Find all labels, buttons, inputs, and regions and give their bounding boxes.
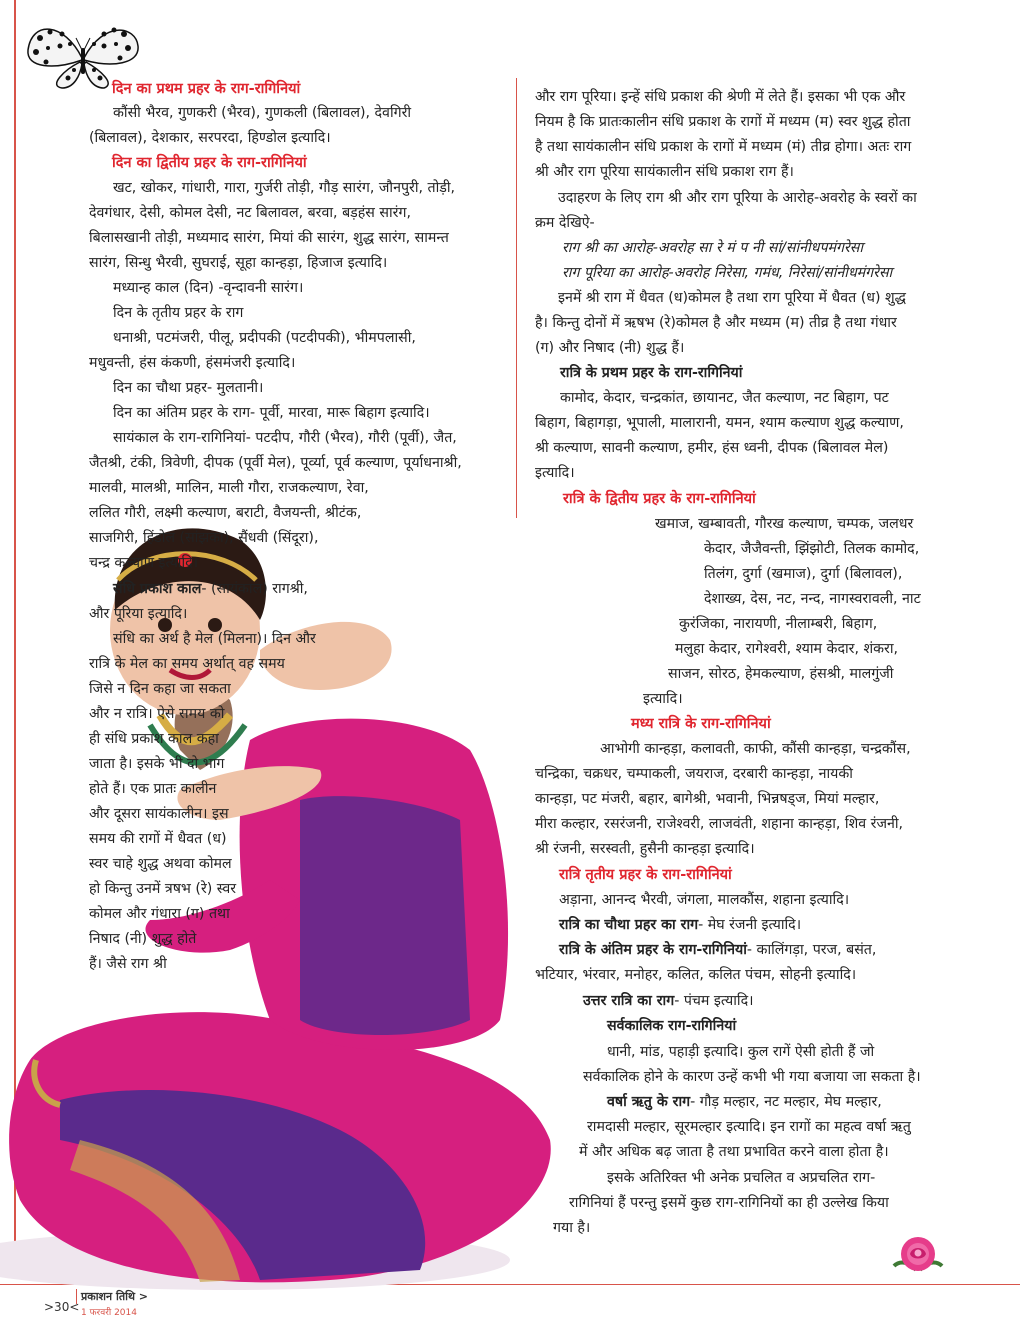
para-line: श्री कल्याण, सावनी कल्याण, हमीर, हंस ध्वनी, दीपक (बिलावल मेल) bbox=[535, 440, 889, 456]
para-line: कौंसी भैरव, गुणकरी (भैरव), गुणकली (बिलावल), देवगिरी bbox=[113, 105, 412, 121]
para-line: निषाद (नी) शुद्ध होते bbox=[89, 931, 197, 947]
para-line: नियम है कि प्रातःकालीन संधि प्रकाश के रागों में मध्यम (म) स्वर शुद्ध होता bbox=[535, 114, 911, 130]
para-line: आभोगी कान्हड़ा, कलावती, काफी, कौंसी कान्हड़ा, चन्द्रकौंस, bbox=[600, 741, 911, 757]
noon-raga-line: मध्यान्ह काल (दिन) -वृन्दावनी सारंग। bbox=[113, 280, 304, 296]
uttar-rest: - पंचम इत्यादि। bbox=[674, 993, 754, 1009]
para-line: रामदासी मल्हार, सूरमल्हार इत्यादि। इन रागों का महत्व वर्षा ऋतु bbox=[587, 1119, 911, 1135]
para-line: समय की रागों में धैवत (ध) bbox=[89, 831, 227, 847]
para-line: और राग पूरिया। इन्हें संधि प्रकाश की श्रेणी में लेते हैं। इसका भी एक और bbox=[535, 89, 906, 105]
para-line: कामोद, केदार, चन्द्रकांत, छायानट, जैत कल्याण, नट बिहाग, पट bbox=[560, 390, 889, 406]
column-divider bbox=[516, 78, 517, 518]
uttar-bold: उत्तर रात्रि का राग bbox=[583, 993, 675, 1009]
para-line: धनाश्री, पटमंजरी, पीलू, प्रदीपकी (पटदीपकी), भीमपलासी, bbox=[113, 330, 416, 346]
night-last-line bbox=[559, 938, 876, 963]
varsha-rest: - गौड़ मल्हार, नट मल्हार, मेघ मल्हार, bbox=[690, 1094, 882, 1110]
para-line: इसके अतिरिक्त भी अनेक प्रचलित व अप्रचलित राग- bbox=[607, 1170, 876, 1186]
varsha-bold: वर्षा ऋतु के राग bbox=[607, 1094, 691, 1110]
heading-day-second-prahar: दिन का द्वितीय प्रहर के राग-रागिनियां bbox=[112, 155, 307, 171]
page-number: >30< bbox=[44, 1300, 80, 1314]
para-line: कान्हड़ा, पट मंजरी, बहार, बागेश्री, भवानी, भिन्नषड्ज, मियां मल्हार, bbox=[535, 791, 880, 807]
night-fourth-line bbox=[559, 913, 801, 938]
para-line: मालवी, मालश्री, मालिन, माली गौरा, राजकल्याण, रेवा, bbox=[89, 480, 369, 496]
night-last-bold: रात्रि के अंतिम प्रहर के राग-रागिनियां bbox=[559, 942, 747, 958]
para-line: चन्द्रिका, चक्रधर, चम्पाकली, जयराज, दरबारी कान्हड़ा, नायकी bbox=[535, 766, 853, 782]
sandhi-bold: संधि प्रकाश काल bbox=[113, 581, 202, 597]
para-line: इनमें श्री राग में धैवत (ध)कोमल है तथा राग पूरिया में धैवत (ध) शुद्ध bbox=[558, 290, 907, 306]
para-line: होते हैं। एक प्रातः कालीन bbox=[89, 781, 217, 797]
heading-night-third-prahar: रात्रि तृतीय प्रहर के राग-रागिनियां bbox=[559, 867, 732, 883]
para-line: सर्वकालिक होने के कारण उन्हें कभी भी गया बजाया जा सकता है। bbox=[583, 1069, 921, 1085]
para-line: कोमल और गंधारा (ग) तथा bbox=[89, 906, 230, 922]
night-fourth-rest: - मेघ रंजनी इत्यादि। bbox=[698, 917, 802, 933]
para-line: जैतश्री, टंकी, त्रिवेणी, दीपक (पूर्वी मेल), पूर्व्या, पूर्व कल्याण, पूर्याधनाश्री, bbox=[89, 455, 462, 471]
para-line: खट, खोकर, गांधारी, गारा, गुर्जरी तोड़ी, गौड़ सारंग, जौनपुरी, तोड़ी, bbox=[113, 180, 456, 196]
para-line: (ग) और निषाद (नी) शुद्ध हैं। bbox=[535, 340, 685, 356]
para-line: मीरा कल्हार, रसरंजनी, राजेश्वरी, लाजवंती, शहाना कान्हड़ा, शिव रंजनी, bbox=[535, 816, 904, 832]
para-line: केदार, जैजैवन्ती, झिंझोटी, तिलक कामोद, bbox=[704, 541, 920, 557]
uttar-ratri-line bbox=[583, 989, 753, 1014]
varsha-line bbox=[607, 1090, 882, 1115]
publication-date-label: प्रकाशन तिथि > bbox=[76, 1289, 148, 1304]
para-line: जिसे न दिन कहा जा सकता bbox=[89, 681, 231, 697]
third-prahar-heading: दिन के तृतीय प्रहर के राग bbox=[113, 305, 244, 321]
para-line: उदाहरण के लिए राग श्री और राग पूरिया के आरोह-अवरोह के स्वरों का bbox=[558, 190, 917, 206]
para-line: इत्यादि। bbox=[535, 465, 575, 481]
para-line: सारंग, सिन्धु भैरवी, सुघराई, सूहा कान्हड़ा, हिजाज इत्यादि। bbox=[89, 255, 388, 271]
para-line: ही संधि प्रकाश काल कहा bbox=[89, 731, 219, 747]
para-line: मलुहा केदार, रागेश्वरी, श्याम केदार, शंकरा, bbox=[675, 641, 899, 657]
para-line: बिहाग, बिहागड़ा, भूपाली, मालारानी, यमन, श्याम कल्याण शुद्ध कल्याण, bbox=[535, 415, 904, 431]
para-line: गया है। bbox=[553, 1220, 591, 1236]
sandhi-line bbox=[113, 577, 308, 602]
para-line: है तथा सायंकालीन संधि प्रकाश के रागों में मध्यम (मं) तीव्र होगा। अतः राग bbox=[535, 139, 912, 155]
para-line: स्वर चाहे शुद्ध अथवा कोमल bbox=[89, 856, 232, 872]
para-line: और पूरिया इत्यादि। bbox=[89, 606, 188, 622]
night-fourth-bold: रात्रि का चौथा प्रहर का राग bbox=[559, 917, 699, 933]
para-line: श्री और राग पूरिया सायंकालीन संधि प्रकाश राग हैं। bbox=[535, 164, 794, 180]
raga-puriya-aroh-avaroh: राग पूरिया का आरोह-अवरोह निरेसा, गमंध, निरेसां/सांनीधमंगरेसा bbox=[562, 265, 893, 281]
para-line: ललित गौरी, लक्ष्मी कल्याण, बराटी, वैजयन्ती, श्रीटंक, bbox=[89, 505, 362, 521]
para-line: हैं। जैसे राग श्री bbox=[89, 956, 167, 972]
para-line: और दूसरा सायंकालीन। इस bbox=[89, 806, 229, 822]
para-line: खमाज, खम्बावती, गौरख कल्याण, चम्पक, जलधर bbox=[655, 516, 914, 532]
para-line: हो किन्तु उनमें त्रषभ (रे) स्वर bbox=[89, 881, 237, 897]
heading-sarvakalik: सर्वकालिक राग-रागिनियां bbox=[607, 1018, 737, 1034]
para-line: क्रम देखिऐ- bbox=[535, 215, 595, 231]
para-line: में और अधिक बढ़ जाता है तथा प्रभावित करने वाला होता है। bbox=[579, 1144, 889, 1160]
para-line: (बिलावल), देशकार, सरपरदा, हिण्डोल इत्यादि। bbox=[89, 130, 331, 146]
para-line: साजगिरी, हिंडोल (सांझका), सैंधवी (सिंदूरा), bbox=[89, 530, 319, 546]
heading-midnight: मध्य रात्रि के राग-रागिनियां bbox=[631, 716, 771, 732]
para-line: भटियार, भंरवार, मनोहर, कलित, कलित पंचम, सोहनी इत्यादि। bbox=[535, 967, 857, 983]
heading-night-second-prahar: रात्रि के द्वितीय प्रहर के राग-रागिनियां bbox=[563, 491, 756, 507]
para-line: रात्रि के मेल का समय अर्थात् वह समय bbox=[89, 656, 285, 672]
para-line: धानी, मांड, पहाड़ी इत्यादि। कुल रागें ऐसी होती हैं जो bbox=[607, 1044, 875, 1060]
publication-date: 1 फरवरी 2014 bbox=[81, 1308, 137, 1318]
para-line: तिलंग, दुर्गा (खमाज), दुर्गा (बिलावल), bbox=[704, 566, 903, 582]
para-line: देवगंधार, देसी, कोमल देसी, नट बिलावल, बरवा, बड़हंस सारंग, bbox=[89, 205, 411, 221]
heading-night-first-prahar: रात्रि के प्रथम प्रहर के राग-रागिनियां bbox=[560, 365, 743, 381]
para-line: श्री रंजनी, सरस्वती, हुसैनी कान्हड़ा इत्यादि। bbox=[535, 841, 755, 857]
para-line: रागिनियां हैं परन्तु इसमें कुछ राग-रागिनियों का ही उल्लेख किया bbox=[569, 1195, 889, 1211]
para-line: बिलासखानी तोड़ी, मध्यमाद सारंग, मियां की सारंग, शुद्ध सारंग, सामन्त bbox=[89, 230, 449, 246]
para-line: जाता है। इसके भी दो भाग bbox=[89, 756, 225, 772]
fourth-prahar-line: दिन का चौथा प्रहर- मुलतानी। bbox=[113, 380, 264, 396]
para-line: देशाख्य, देस, नट, नन्द, नागस्वरावली, नाट bbox=[704, 591, 921, 607]
para-line: है। किन्तु दोनों में ऋषभ (रे)कोमल है और मध्यम (म) तीव्र है तथा गंधार bbox=[535, 315, 897, 331]
night-last-rest: - कालिंगड़ा, परज, बसंत, bbox=[746, 942, 877, 958]
para-line: इत्यादि। bbox=[643, 691, 683, 707]
heading-day-first-prahar: दिन का प्रथम प्रहर के राग-रागिनियां bbox=[112, 81, 301, 97]
rose-icon bbox=[888, 1232, 948, 1276]
sandhi-rest: - (सायंकाल) रागश्री, bbox=[201, 581, 308, 597]
dancer-photo bbox=[0, 500, 560, 1290]
para-line: कुरंजिका, नारायणी, नीलाम्बरी, बिहाग, bbox=[679, 616, 878, 632]
para-line: सायंकाल के राग-रागिनियां- पटदीप, गौरी (भैरव), गौरी (पूर्वी), जैत, bbox=[113, 430, 457, 446]
para-line: अड़ाना, आनन्द भैरवी, जंगला, मालकौंस, शहाना इत्यादि। bbox=[559, 892, 850, 908]
raga-shri-aroh-avaroh: राग श्री का आरोह-अवरोह सा रे मं प नी सां/सांनीधपमंगरेसा bbox=[562, 240, 864, 256]
para-line: संधि का अर्थ है मेल (मिलना)। दिन और bbox=[113, 631, 316, 647]
para-line: मधुवन्ती, हंस कंकणी, हंसमंजरी इत्यादि। bbox=[89, 355, 296, 371]
last-prahar-line: दिन का अंतिम प्रहर के राग- पूर्वी, मारवा, मारू बिहाग इत्यादि। bbox=[113, 405, 430, 421]
para-line: साजन, सोरठ, हेमकल्याण, हंसश्री, मालगुंजी bbox=[668, 666, 894, 682]
para-line: चन्द्र कल्याण इत्यादि। bbox=[89, 555, 199, 571]
para-line: और न रात्रि। ऐसे समय को bbox=[89, 706, 225, 722]
